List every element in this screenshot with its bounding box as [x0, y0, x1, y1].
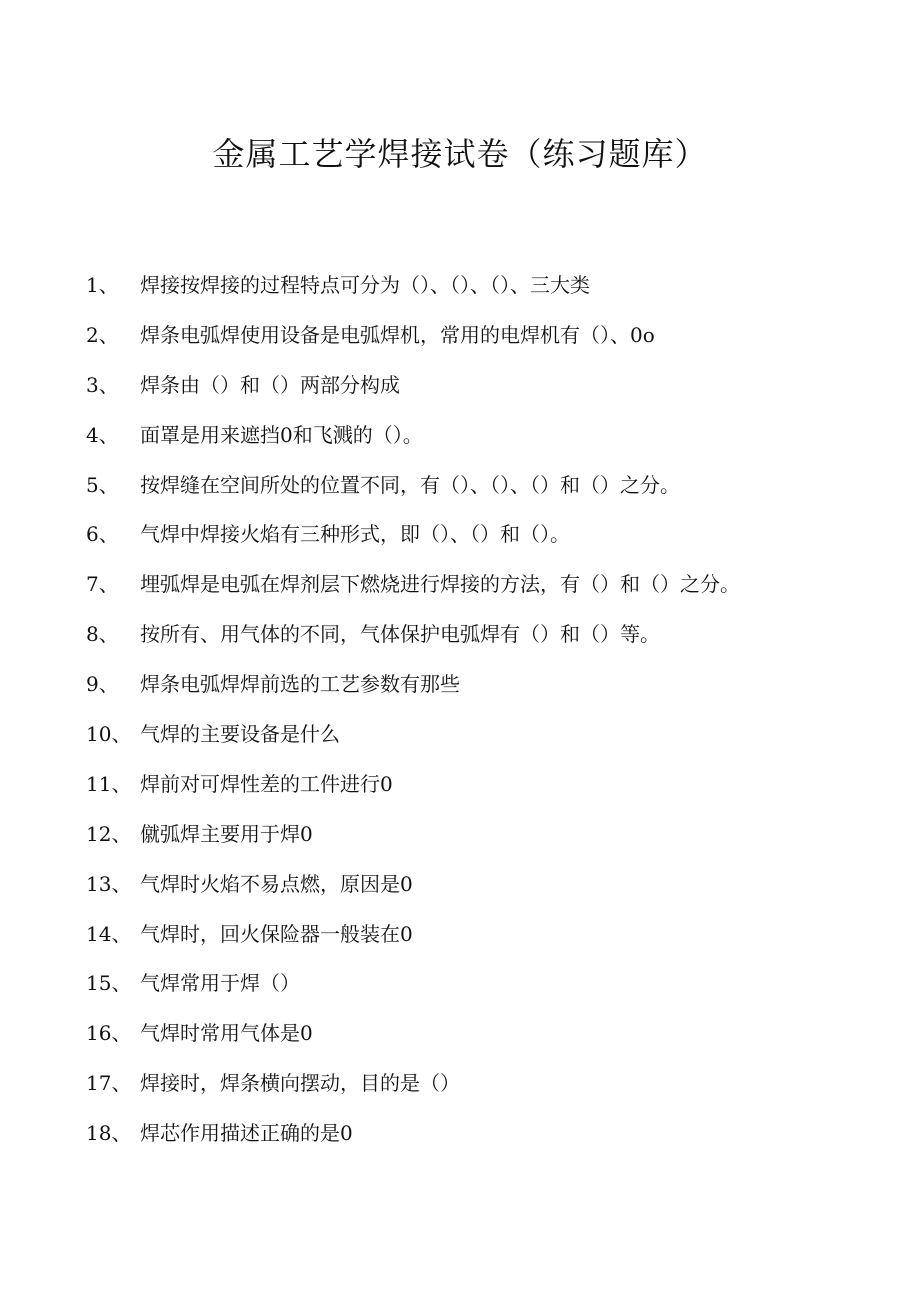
question-number: 2、	[86, 322, 119, 347]
question-text: 焊条电弧焊使用设备是电弧焊机，常用的电焊机有（）、0o	[140, 322, 655, 347]
question-item	[86, 1118, 740, 1168]
question-text: 焊接时，焊条横向摆动，目的是（）	[140, 1071, 460, 1096]
question-number: 1、	[86, 273, 119, 297]
question-number: 5、	[86, 472, 119, 497]
question-text: 僦弧焊主要用于焊0	[140, 821, 313, 846]
question-item	[86, 819, 740, 869]
question-number: 10、	[86, 722, 132, 747]
question-item	[86, 669, 740, 719]
question-item	[86, 968, 740, 1018]
question-number: 14、	[86, 921, 132, 946]
question-item	[86, 569, 740, 619]
question-text: 焊前对可焊性差的工件进行0	[140, 771, 393, 796]
question-text: 焊芯作用描述正确的是0	[140, 1121, 353, 1146]
question-item	[86, 370, 740, 420]
question-text: 气焊常用于焊（）	[140, 971, 300, 996]
question-item	[86, 420, 740, 470]
question-text: 按所有、用气体的不同，气体保护电弧焊有（）和（）等。	[140, 622, 660, 647]
question-text: 焊接按焊接的过程特点可分为（）、（）、（）、三大类	[140, 273, 590, 297]
question-text: 气焊的主要设备是什么	[140, 722, 340, 747]
question-number: 11、	[86, 771, 132, 796]
question-text: 焊条由（）和（）两部分构成	[140, 372, 400, 397]
question-item	[86, 519, 740, 569]
question-item	[86, 270, 740, 320]
question-text: 气焊时火焰不易点燃，原因是0	[140, 871, 413, 896]
question-text: 气焊时，回火保险器一般装在0	[140, 921, 413, 946]
question-number: 6、	[86, 522, 119, 547]
question-item	[86, 719, 740, 769]
document-title: 金属工艺学焊接试卷（练习题库）	[212, 135, 708, 173]
question-item	[86, 769, 740, 819]
question-text: 焊条电弧焊焊前选的工艺参数有那些	[140, 672, 460, 697]
question-number: 16、	[86, 1021, 132, 1046]
question-number: 9、	[86, 672, 119, 697]
question-item	[86, 320, 740, 370]
question-number: 4、	[86, 422, 119, 447]
question-text: 面罩是用来遮挡0和飞溅的（）。	[140, 422, 423, 447]
question-item	[86, 1018, 740, 1068]
question-number: 7、	[86, 572, 119, 597]
question-number: 17、	[86, 1071, 132, 1096]
question-text: 埋弧焊是电弧在焊剂层下燃烧进行焊接的方法，有（）和（）之分。	[140, 572, 740, 597]
question-item	[86, 619, 740, 669]
question-text: 气焊中焊接火焰有三种形式，即（）、（）和（）。	[140, 522, 570, 547]
question-item	[86, 869, 740, 919]
question-number: 3、	[86, 372, 119, 397]
question-item	[86, 1068, 740, 1118]
question-text: 按焊缝在空间所处的位置不同，有（）、（）、（）和（）之分。	[140, 472, 680, 497]
question-list	[86, 270, 740, 1168]
question-number: 8、	[86, 622, 119, 647]
question-item	[86, 919, 740, 969]
question-number: 13、	[86, 871, 132, 896]
question-number: 15、	[86, 971, 132, 996]
question-number: 18、	[86, 1121, 132, 1146]
question-text: 气焊时常用气体是0	[140, 1021, 313, 1046]
question-item	[86, 470, 740, 520]
question-number: 12、	[86, 821, 132, 846]
